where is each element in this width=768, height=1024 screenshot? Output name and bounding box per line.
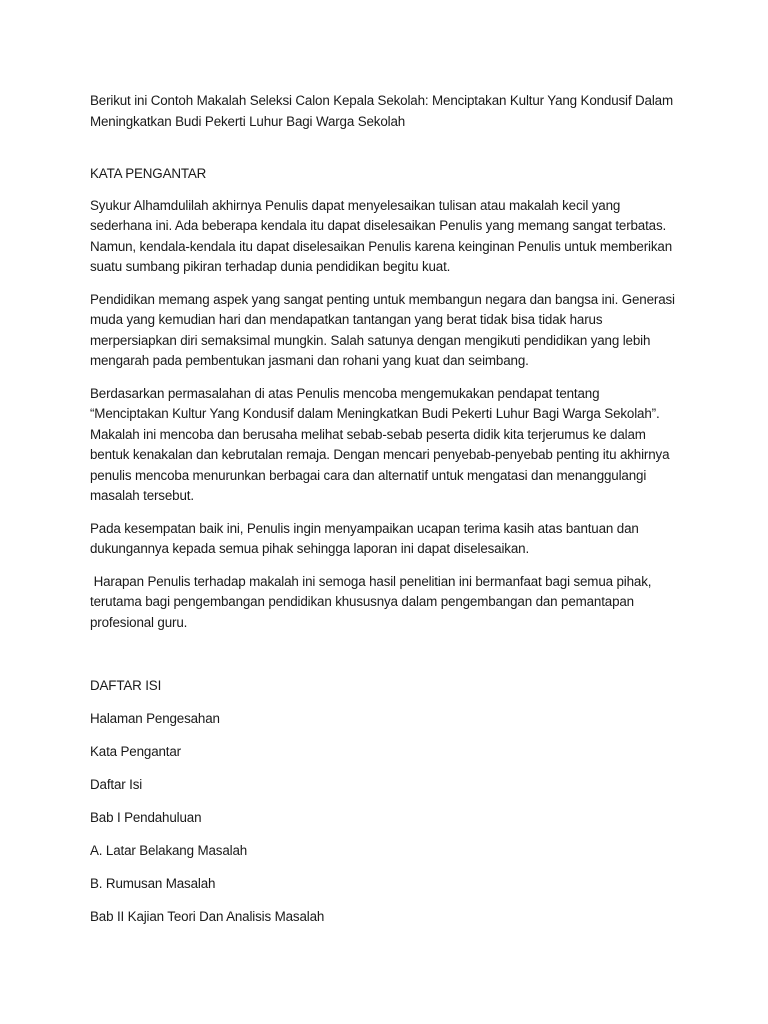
toc-item-rumusan-masalah: B. Rumusan Masalah: [90, 875, 216, 891]
toc-item-latar-belakang: A. Latar Belakang Masalah: [90, 842, 248, 858]
intro-text: Berikut ini Contoh Makalah Seleksi Calon Kepala Sekolah: Menciptakan Kultur Yang Kondusif Dalam Meningkatkan Budi Pekerti Luhur Bagi Warga Sekolah: [90, 93, 673, 129]
toc-item-daftar-isi: Daftar Isi: [90, 776, 143, 792]
paragraph-2: Pendidikan memang aspek yang sangat penting untuk membangun negara dan bangsa ini. Generasi muda yang kemudian hari dan mendapatkan tantangan yang berat tidak bisa tidak harus merpersiapkan diri semaksimal mungkin. Salah satunya dengan mengikuti pendidikan yang lebih mengarah pada pembentukan jasmani dan rohani yang kuat dan seimbang.: [90, 291, 675, 368]
toc-item-kata-pengantar: Kata Pengantar: [90, 743, 181, 759]
paragraph-3: Berdasarkan permasalahan di atas Penulis mencoba mengemukakan pendapat tentang “Menciptakan Kultur Yang Kondusif dalam Meningkatkan Budi Pekerti Luhur Bagi Warga Sekolah”. Makalah ini mencoba dan berusaha melihat sebab-sebab peserta didik kita terjerumus ke dalam bentuk kenakalan dan kebrutalan remaja. Dengan mencari penyebab-penyebab penting itu akhirnya penulis mencoba menurunkan berbagai cara dan alternatif untuk mengatasi dan menanggulangi masalah tersebut.: [90, 385, 670, 503]
daftar-isi-heading: DAFTAR ISI: [90, 678, 162, 693]
toc-item-bab-1: Bab I Pendahuluan: [90, 809, 202, 825]
kata-pengantar-heading: KATA PENGANTAR: [90, 166, 207, 181]
paragraph-5: Harapan Penulis terhadap makalah ini semoga hasil penelitian ini bermanfaat bagi semua pihak, terutama bagi pengembangan pendidikan khususnya dalam pengembangan dan pemantapan profesional guru.: [90, 573, 655, 630]
toc-item-halaman-pengesahan: Halaman Pengesahan: [90, 710, 220, 726]
paragraph-1: Syukur Alhamdulilah akhirnya Penulis dapat menyelesaikan tulisan atau makalah kecil yang sederhana ini. Ada beberapa kendala itu dapat diselesaikan Penulis yang memang sangat terbatas. Namun, kendala-kendala itu dapat diselesaikan Penulis karena keinginan Penulis untuk memberikan suatu sumbang pikiran terhadap dunia pendidikan begitu kuat.: [90, 197, 673, 274]
paragraph-4: Pada kesempatan baik ini, Penulis ingin menyampaikan ucapan terima kasih atas bantuan dan dukungannya kepada semua pihak sehingga laporan ini dapat diselesaikan.: [90, 520, 639, 556]
toc-item-bab-2: Bab II Kajian Teori Dan Analisis Masalah: [90, 909, 325, 925]
document-body: [90, 91, 680, 940]
